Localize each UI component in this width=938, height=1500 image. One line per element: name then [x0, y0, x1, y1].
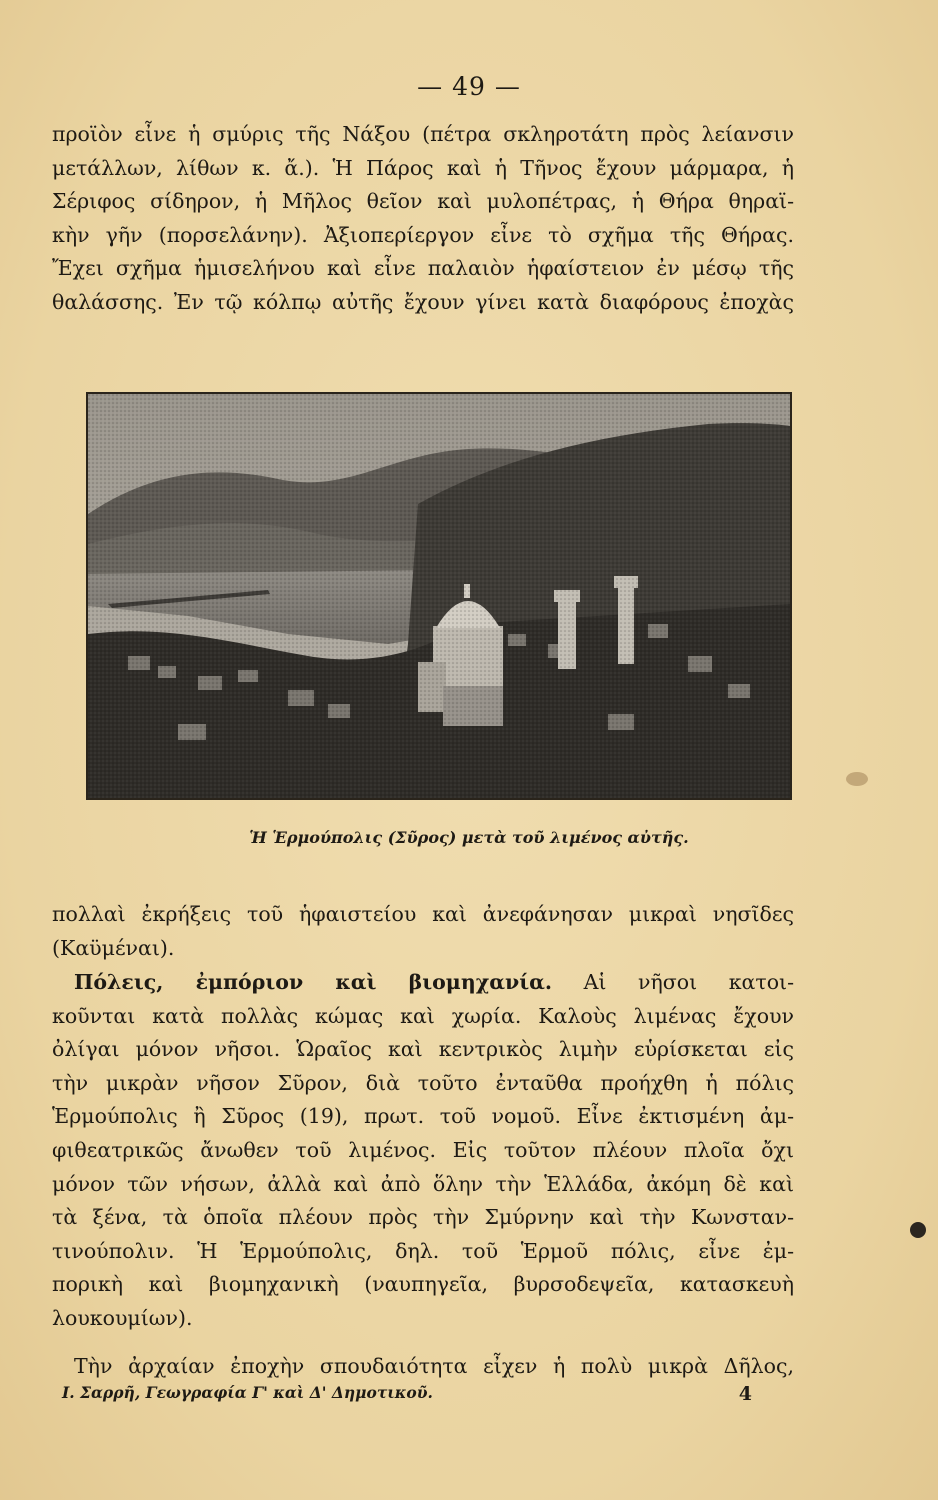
text-line: Ἔχει σχῆμα ἡμισελήνου καὶ εἶνε παλαιὸν ἡφαίστειον ἐν μέσῳ τῆς — [52, 256, 794, 281]
hermoupolis-photo — [86, 392, 792, 800]
paragraph-2 — [52, 898, 794, 965]
text-line: (Καϋμέναι). — [52, 935, 175, 960]
text-line: φιθεατρικῶς ἄνωθεν τοῦ λιμένος. Εἰς τοῦτον πλέουν πλοῖα ὄχι — [52, 1137, 794, 1162]
paper-stain — [846, 772, 868, 786]
ink-blot — [910, 1222, 926, 1238]
text-line: Ἑρμούπολις ἢ Σῦρος (19), πρωτ. τοῦ νομοῦ. Εἶνε ἐκτισμένη ἀμ- — [52, 1104, 794, 1129]
signature-mark: 4 — [738, 1383, 752, 1405]
page-number: — 49 — — [417, 72, 521, 101]
figure-caption: Ἡ Ἑρμούπολις (Σῦρος) μετὰ τοῦ λιμένος αὐτῆς. — [249, 828, 689, 847]
text-line: Τὴν ἀρχαίαν ἐποχὴν σπουδαιότητα εἶχεν ἡ πολὺ μικρὰ Δῆλος, — [74, 1354, 794, 1378]
page-footer — [62, 1383, 792, 1405]
text-line: λουκουμίων). — [52, 1305, 193, 1330]
section-heading: Πόλεις, ἐμπόριον καὶ βιομηχανία. — [74, 970, 553, 994]
text-line: τινούπολιν. Ἡ Ἑρμούπολις, δηλ. τοῦ Ἑρμοῦ πόλις, εἶνε ἐμ- — [52, 1238, 794, 1263]
text-line: προϊὸν εἶνε ἡ σμύρις τῆς Νάξου (πέτρα σκληροτάτη πρὸς λείανσιν — [52, 122, 794, 146]
text-line: θαλάσσης. Ἐν τῷ κόλπῳ αὐτῆς ἔχουν γίνει κατὰ διαφόρους ἐποχὰς — [52, 289, 794, 314]
text-line: ὀλίγαι μόνον νῆσοι. Ὡραῖος καὶ κεντρικὸς λιμὴν εὑρίσκεται εἰς — [52, 1037, 794, 1062]
heading-line-rest: Αἱ νῆσοι κατοι- — [583, 970, 794, 994]
text-line: μόνον τῶν νήσων, ἀλλὰ καὶ ἀπὸ ὅλην τὴν Ἑλλάδα, ἀκόμη δὲ καὶ — [52, 1171, 794, 1196]
paragraph-1 — [52, 118, 794, 320]
paragraph-4 — [52, 1350, 794, 1384]
text-line: Σέριφος σίδηρον, ἡ Μῆλος θεῖον καὶ μυλοπέτρας, ἡ Θήρα θηραϊ- — [52, 189, 794, 214]
text-line: μετάλλων, λίθων κ. ἄ.). Ἡ Πάρος καὶ ἡ Τῆνος ἔχουν μάρμαρα, ἡ — [52, 155, 794, 180]
text-line: τὰ ξένα, τὰ ὁποῖα πλέουν πρὸς τὴν Σμύρνην καὶ τὴν Κωνσταν- — [52, 1205, 794, 1230]
text-line: τὴν μικρὰν νῆσον Σῦρον, διὰ τοῦτο ἐνταῦθα προήχθη ἡ πόλις — [52, 1070, 794, 1095]
book-credit: Ι. Σαρρῆ, Γεωγραφία Γ' καὶ Δ' Δημοτικοῦ. — [62, 1383, 433, 1402]
paragraph-3 — [52, 966, 794, 1336]
text-line: κὴν γῆν (πορσελάνην). Ἀξιοπερίεργον εἶνε τὸ σχῆμα τῆς Θήρας. — [52, 222, 794, 247]
text-line: πολλαὶ ἐκρήξεις τοῦ ἡφαιστείου καὶ ἀνεφάνησαν μικραὶ νησῖδες — [52, 902, 794, 926]
text-line — [52, 966, 794, 1000]
text-line: πορικὴ καὶ βιομηχανικὴ (ναυπηγεῖα, βυρσοδεψεῖα, κατασκευὴ — [52, 1272, 794, 1297]
text-line: κοῦνται κατὰ πολλὰς κώμας καὶ χωρία. Καλοὺς λιμένας ἔχουν — [52, 1003, 794, 1028]
